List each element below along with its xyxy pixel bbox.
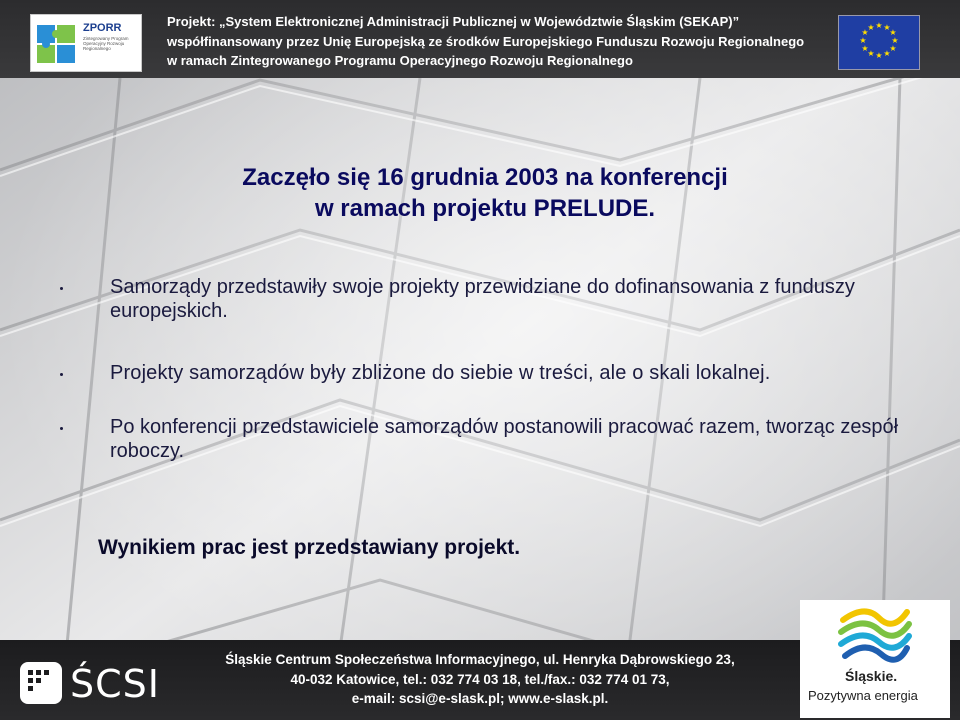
slide-title bbox=[140, 162, 830, 224]
scsi-logo bbox=[20, 660, 190, 710]
footer-contact-line: 40-032 Katowice, tel.: 032 774 03 18, tel./fax.: 032 774 01 73, bbox=[290, 671, 670, 687]
bullet-item bbox=[60, 361, 920, 385]
slaskie-logo-name: Śląskie. bbox=[845, 668, 898, 684]
slide-title-line: Zaczęło się 16 grudnia 2003 na konferencji bbox=[242, 164, 728, 191]
project-info-line: w ramach Zintegrowanego Programu Operacyjnego Rozwoju Regionalnego bbox=[167, 53, 633, 68]
bullet-dot-icon bbox=[60, 373, 63, 376]
puzzle-icon bbox=[35, 21, 79, 65]
svg-text:★: ★ bbox=[867, 23, 875, 32]
zporr-logo-title: ZPORR bbox=[83, 22, 122, 34]
zporr-logo bbox=[30, 14, 142, 72]
svg-text:★: ★ bbox=[891, 36, 899, 45]
footer-contact-line: Śląskie Centrum Społeczeństwa Informacyjnego, ul. Henryka Dąbrowskiego 23, bbox=[225, 652, 735, 667]
project-info bbox=[167, 12, 817, 71]
project-info-line: współfinansowany przez Unię Europejską ze środków Europejskiego Funduszu Rozwoju Regionalnego bbox=[167, 33, 805, 49]
svg-text:★: ★ bbox=[889, 28, 897, 37]
eu-flag-logo bbox=[838, 15, 920, 70]
svg-text:★: ★ bbox=[861, 44, 869, 53]
slide-title-line: w ramach projektu PRELUDE. bbox=[314, 195, 656, 222]
eu-stars-icon bbox=[839, 16, 919, 69]
bullet-dot-icon bbox=[60, 287, 63, 290]
bullet-item bbox=[60, 275, 920, 323]
svg-text:★: ★ bbox=[875, 51, 883, 60]
scsi-grid-icon bbox=[20, 662, 64, 706]
bullet-item bbox=[60, 415, 920, 463]
svg-text:★: ★ bbox=[883, 23, 891, 32]
zporr-logo-subtitle: Zintegrowany Program Operacyjny Rozwoju Regionalnego bbox=[83, 36, 129, 51]
svg-text:★: ★ bbox=[861, 28, 869, 37]
bullet-list bbox=[60, 275, 920, 463]
svg-text:★: ★ bbox=[889, 44, 897, 53]
svg-text:★: ★ bbox=[875, 21, 883, 30]
footer-contact bbox=[200, 650, 760, 709]
header-banner bbox=[0, 0, 960, 78]
scsi-logo-text: ŚCSI bbox=[70, 662, 160, 706]
summary-text: Wynikiem prac jest przedstawiany projekt. bbox=[98, 536, 521, 559]
svg-text:★: ★ bbox=[867, 49, 875, 58]
bullet-text: Samorządy przedstawiły swoje projekty przewidziane do dofinansowania z funduszy europejskich. bbox=[110, 276, 855, 322]
slaskie-logo-tagline: Pozytywna energia bbox=[808, 688, 918, 703]
project-info-line: Projekt: „System Elektronicznej Administracji Publicznej w Województwie Śląskim (SEKAP)” bbox=[167, 14, 740, 29]
slaskie-waves-icon bbox=[835, 602, 915, 668]
slaskie-logo bbox=[800, 600, 950, 718]
bullet-text: Projekty samorządów były zbliżone do siebie w treści, ale o skali lokalnej. bbox=[110, 362, 771, 384]
footer-contact-line: e-mail: scsi@e-slask.pl; www.e-slask.pl. bbox=[351, 691, 609, 706]
bullet-text: Po konferencji przedstawiciele samorządów postanowili pracować razem, tworząc zespół roboczy. bbox=[110, 416, 899, 462]
bullet-dot-icon bbox=[60, 427, 63, 430]
svg-text:★: ★ bbox=[859, 36, 867, 45]
svg-text:★: ★ bbox=[883, 49, 891, 58]
